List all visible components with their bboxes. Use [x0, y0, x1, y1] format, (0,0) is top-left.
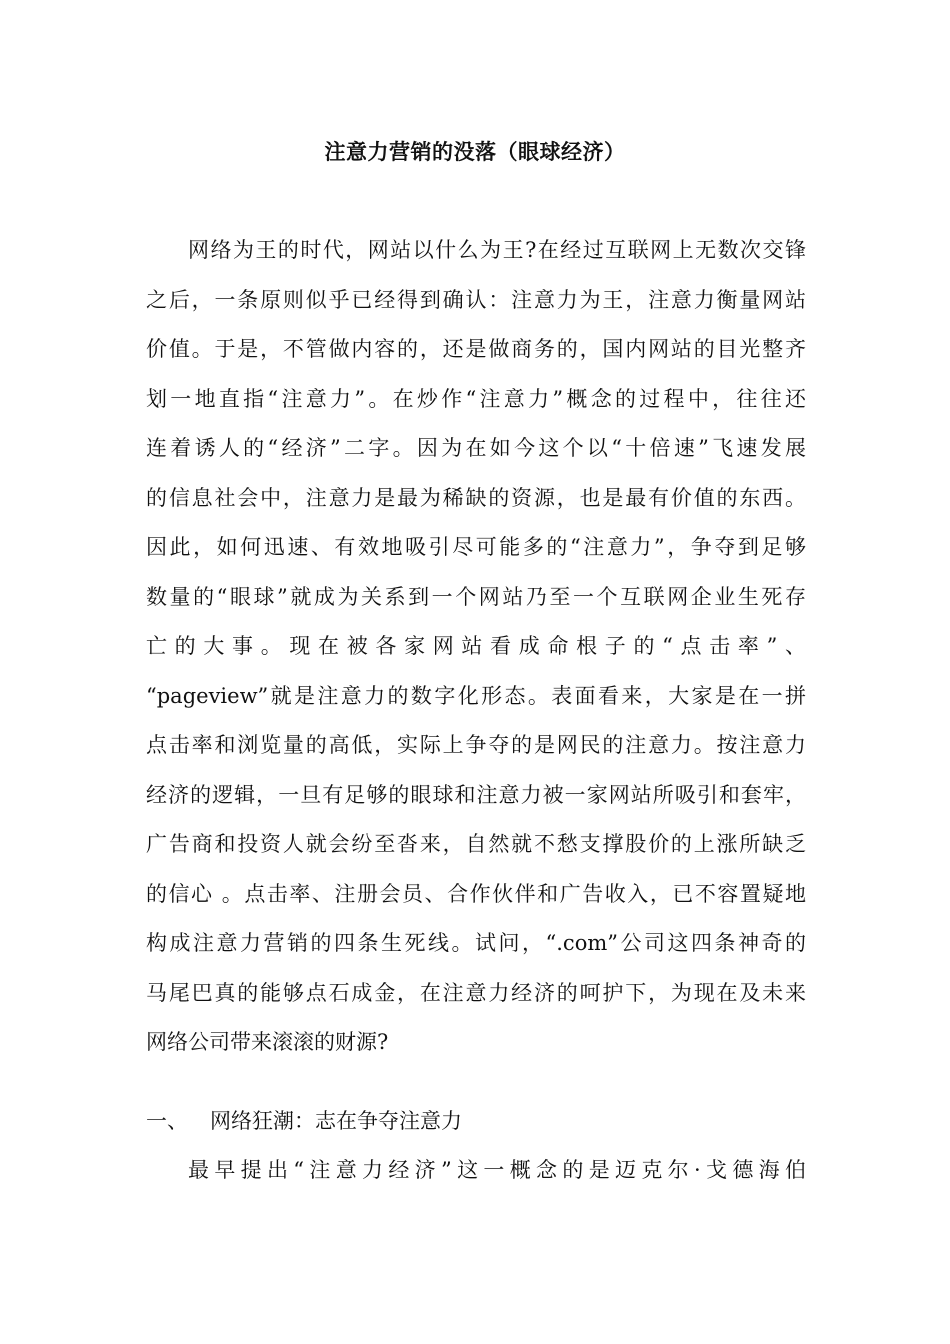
paragraph-line: “pageview”就是注意力的数字化形态。表面看来，大家是在一拼 [146, 683, 806, 708]
paragraph-line: 网络为王的时代，网站以什么为王?在经过互联网上无数次交锋 [188, 238, 806, 262]
document-title: 注意力营销的没落（眼球经济） [324, 140, 626, 164]
section-heading [146, 1097, 462, 1147]
section-number: 一、 [146, 1109, 188, 1133]
paragraph-line: 因此，如何迅速、有效地吸引尽可能多的“注意力”，争夺到足够 [146, 535, 806, 559]
paragraph-line: 最早提出“注意力经济”这一概念的是迈克尔·戈德海伯 [188, 1158, 806, 1182]
paragraph-line: 之后，一条原则似乎已经得到确认：注意力为王，注意力衡量网站 [146, 287, 806, 312]
paragraph-line: 网络公司带来滚滚的财源? [146, 1030, 389, 1054]
paragraph-line: 点击率和浏览量的高低，实际上争夺的是网民的注意力。按注意力 [146, 733, 806, 757]
paragraph-1 [146, 226, 806, 1068]
paragraph-2 [146, 1146, 806, 1196]
paragraph-line: 连着诱人的“经济”二字。因为在如今这个以“十倍速”飞速发展 [146, 436, 806, 460]
paragraph-line: 亡的大事。现在被各家网站看成命根子的“点击率”、 [146, 634, 806, 658]
paragraph-line: 马尾巴真的能够点石成金，在注意力经济的呵护下，为现在及未来 [146, 980, 806, 1005]
paragraph-line: 的信心 。点击率、注册会员、合作伙伴和广告收入，已不容置疑地 [146, 881, 806, 906]
section-title: 网络狂潮：志在争夺注意力 [210, 1109, 462, 1133]
paragraph-line: 广告商和投资人就会纷至沓来，自然就不愁支撑股价的上涨所缺乏 [146, 832, 806, 856]
paragraph-line: 划一地直指“注意力”。在炒作“注意力”概念的过程中，往往还 [146, 386, 806, 411]
paragraph-line: 价值。于是，不管做内容的，还是做商务的，国内网站的目光整齐 [146, 337, 806, 361]
paragraph-line: 的信息社会中，注意力是最为稀缺的资源，也是最有价值的东西。 [146, 485, 806, 510]
paragraph-line: 经济的逻辑，一旦有足够的眼球和注意力被一家网站所吸引和套牢， [146, 782, 806, 807]
paragraph-line: 数量的“眼球”就成为关系到一个网站乃至一个互联网企业生死存 [146, 584, 806, 609]
paragraph-line: 构成注意力营销的四条生死线。试问，“.com”公司这四条神奇的 [146, 931, 806, 955]
